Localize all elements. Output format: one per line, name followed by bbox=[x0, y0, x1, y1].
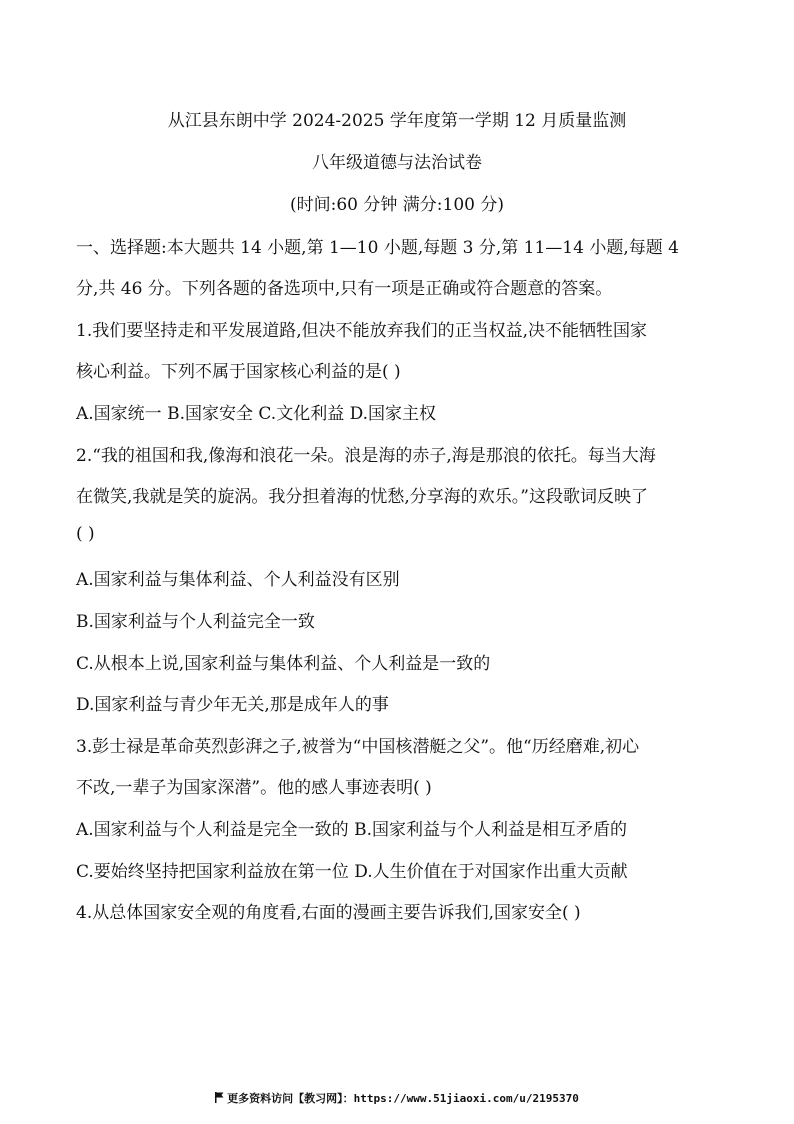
question-1-options: A.国家统一 B.国家安全 C.文化利益 D.国家主权 bbox=[76, 404, 437, 424]
question-2-option-b: B.国家利益与个人利益完全一致 bbox=[76, 612, 315, 632]
question-1-line-1: 1.我们要坚持走和平发展道路,但决不能放弃我们的正当权益,决不能牺牲国家 bbox=[76, 321, 648, 341]
question-2-option-a: A.国家利益与集体利益、个人利益没有区别 bbox=[76, 570, 400, 590]
exam-time-info: (时间:60 分钟 满分:100 分) bbox=[289, 195, 504, 215]
question-3-line-2: 不改,一辈子为国家深潜”。他的感人事迹表明( ) bbox=[76, 778, 432, 798]
flag-icon bbox=[215, 1092, 224, 1103]
section-instruction-line-2: 分,共 46 分。下列各题的备选项中,只有一项是正确或符合题意的答案。 bbox=[76, 279, 613, 299]
section-instruction-line-1: 一、选择题:本大题共 14 小题,第 1—10 小题,每题 3 分,第 11—14 小题,每题 4 bbox=[76, 238, 679, 258]
footer-text: 更多资料访问【教习网】：https://www.51jiaoxi.com/u/2195370 bbox=[227, 1092, 579, 1105]
question-3-options-ab: A.国家利益与个人利益是完全一致的 B.国家利益与个人利益是相互矛盾的 bbox=[76, 820, 627, 840]
exam-subtitle: 八年级道德与法治试卷 bbox=[312, 153, 482, 173]
question-2-line-2: 在微笑,我就是笑的旋涡。我分担着海的忧愁,分享海的欢乐。”这段歌词反映了 bbox=[76, 487, 648, 507]
question-4-line-1: 4.从总体国家安全观的角度看,右面的漫画主要告诉我们,国家安全( ) bbox=[76, 903, 581, 923]
question-2-option-c: C.从根本上说,国家利益与集体利益、个人利益是一致的 bbox=[76, 654, 491, 674]
question-2-line-3: ( ) bbox=[76, 524, 95, 544]
question-2-option-d: D.国家利益与青少年无关,那是成年人的事 bbox=[76, 695, 389, 715]
question-3-line-1: 3.彭士禄是革命英烈彭湃之子,被誉为“中国核潜艇之父”。他“历经磨难,初心 bbox=[76, 737, 640, 757]
question-1-line-2: 核心利益。下列不属于国家核心利益的是( ) bbox=[76, 362, 401, 382]
question-2-line-1: 2.“我的祖国和我,像海和浪花一朵。浪是海的赤子,海是那浪的依托。每当大海 bbox=[76, 446, 656, 466]
exam-title: 从江县东朗中学 2024-2025 学年度第一学期 12 月质量监测 bbox=[167, 111, 627, 131]
question-3-options-cd: C.要始终坚持把国家利益放在第一位 D.人生价值在于对国家作出重大贡献 bbox=[76, 862, 628, 882]
footer-link[interactable] bbox=[0, 1090, 794, 1106]
